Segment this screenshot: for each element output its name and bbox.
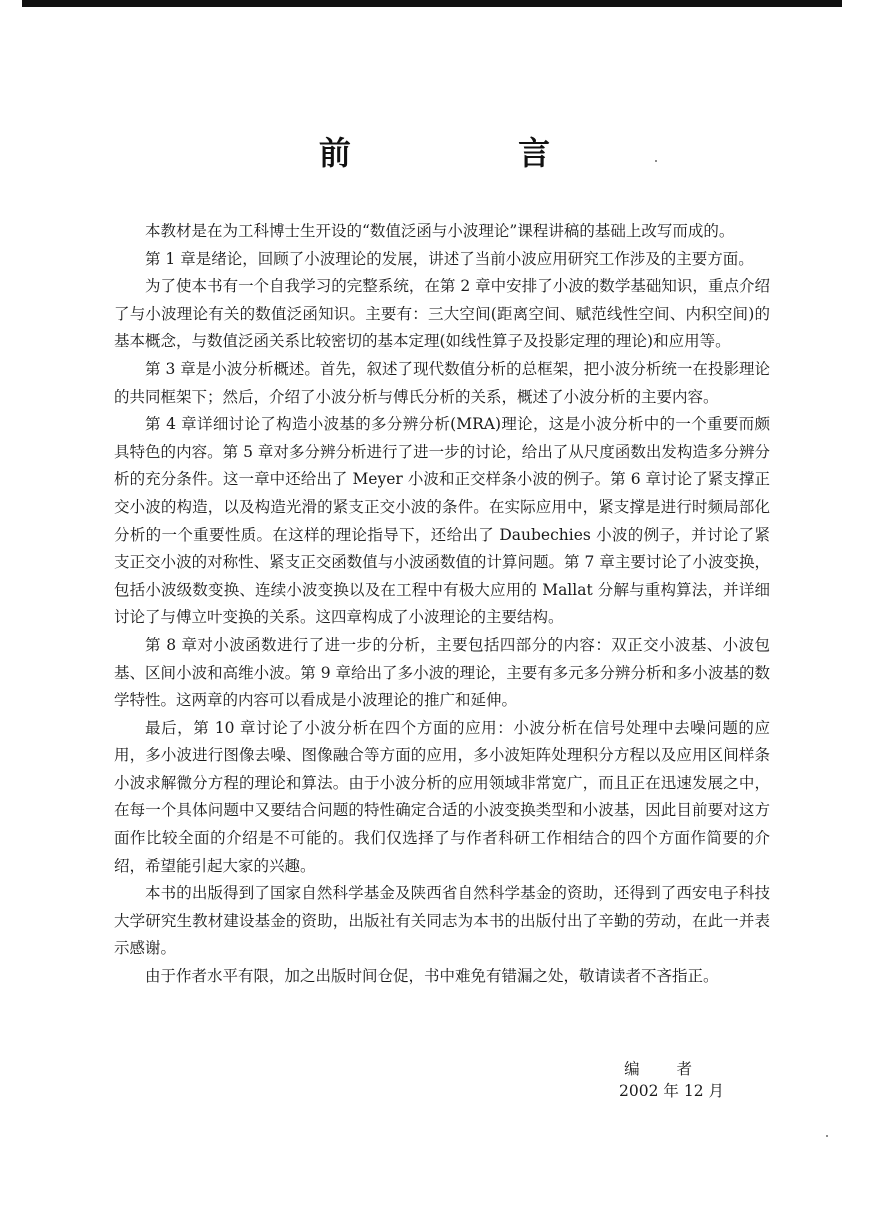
paragraph-4: 第 3 章是小波分析概述。首先，叙述了现代数值分析的总框架，把小波分析统一在投影理论的共同框架下；然后，介绍了小波分析与傅氏分析的关系，概述了小波分析的主要内容。 xyxy=(114,359,770,406)
scan-speck xyxy=(655,160,657,162)
signature-date: 2002 年 12 月 xyxy=(619,1082,724,1100)
preface-body xyxy=(114,218,770,991)
top-border-rule xyxy=(22,0,842,7)
paragraph-9: 由于作者水平有限，加之出版时间仓促，书中难免有错漏之处，敬请读者不吝指正。 xyxy=(145,967,719,986)
scan-speck xyxy=(826,1135,828,1137)
paragraph-3: 为了使本书有一个自我学习的完整系统，在第 2 章中安排了小波的数学基础知识，重点介绍了与小波理论有关的数值泛函知识。主要有：三大空间(距离空间、赋范线性空间、内积空间)的基本概念，与数值泛函关系比较密切的基本定理(如线性算子及投影定理的理论)和应用等。 xyxy=(114,277,770,351)
paragraph-7: 最后，第 10 章讨论了小波分析在四个方面的应用：小波分析在信号处理中去噪问题的应用，多小波进行图像去噪、图像融合等方面的应用，多小波矩阵处理积分方程以及应用区间样条小波求解微分方程的理论和算法。由于小波分析的应用领域非常宽广，而且正在迅速发展之中，在每一个具体问题中又要结合问题的特性确定合适的小波变换类型和小波基，因此目前要对这方面作比较全面的介绍是不可能的。我们仅选择了与作者科研工作相结合的四个方面作简要的介绍，希望能引起大家的兴趣。 xyxy=(114,718,770,875)
page-title: 前 言 xyxy=(318,134,629,172)
paragraph-1: 本教材是在为工科博士生开设的“数值泛函与小波理论”课程讲稿的基础上改写而成的。 xyxy=(145,222,735,240)
paragraph-8: 本书的出版得到了国家自然科学基金及陕西省自然科学基金的资助，还得到了西安电子科技大学研究生教材建设基金的资助，出版社有关同志为本书的出版付出了辛勤的劳动，在此一并表示感谢。 xyxy=(114,884,770,958)
signature-author: 编 者 xyxy=(624,1060,708,1078)
paragraph-2: 第 1 章是绪论，回顾了小波理论的发展，讲述了当前小波应用研究工作涉及的主要方面。 xyxy=(145,249,754,268)
paragraph-5: 第 4 章详细讨论了构造小波基的多分辨分析(MRA)理论，这是小波分析中的一个重要而颇具特色的内容。第 5 章对多分辨分析进行了进一步的讨论，给出了从尺度函数出发构造多分辨分析的充分条件。这一章中还给出了 Meyer 小波和正交样条小波的例子。第 6 章讨论了紧支撑正交小波的构造，以及构造光滑的紧支正交小波的条件。在实际应用中，紧支撑是进行时频局部化分析的一个重要性质。在这样的理论指导下，还给出了 Daubechies 小波的例子，并讨论了紧支正交小波的对称性、紧支正交函数值与小波函数值的计算问题。第 7 章主要讨论了小波变换，包括小波级数变换、连续小波变换以及在工程中有极大应用的 Mallat 分解与重构算法，并详细讨论了与傅立叶变换的关系。这四章构成了小波理论的主要结构。 xyxy=(114,415,770,627)
paragraph-6: 第 8 章对小波函数进行了进一步的分析，主要包括四部分的内容：双正交小波基、小波包基、区间小波和高维小波。第 9 章给出了多小波的理论，主要有多元多分辨分析和多小波基的数学特性。这两章的内容可以看成是小波理论的推广和延伸。 xyxy=(114,635,770,710)
